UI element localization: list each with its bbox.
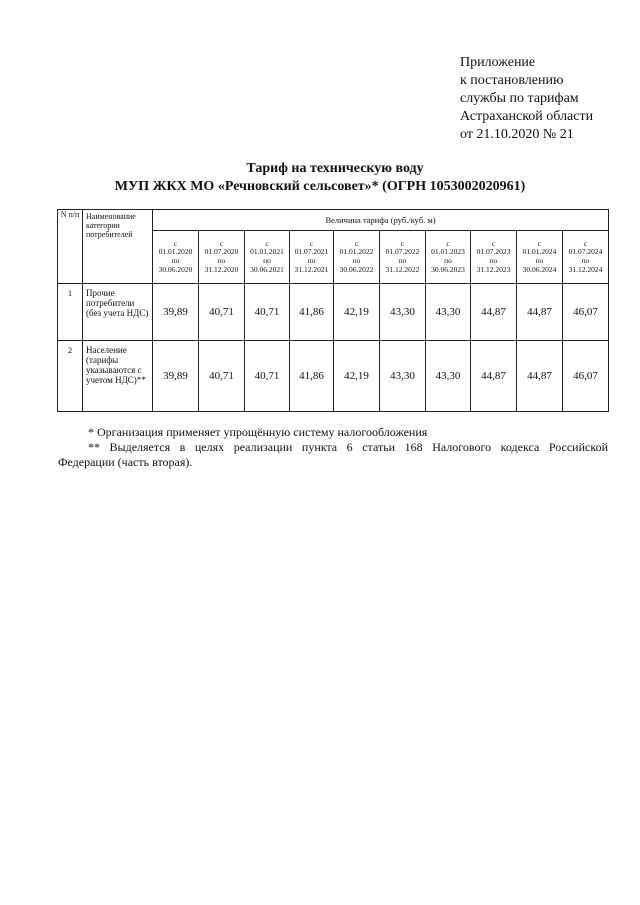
table-body <box>58 284 609 412</box>
tariff-value: 43,30 <box>380 284 426 341</box>
row-category: Население (тарифы указываются с учетом НДС)** <box>83 341 153 412</box>
attachment-line: от 21.10.2020 № 21 <box>460 127 574 142</box>
header-category: Наименование категории потребителей <box>83 210 153 284</box>
period-from: 01.01.2023 <box>431 247 465 257</box>
attachment-line: Приложение <box>460 55 536 70</box>
period-to: 30.06.2023 <box>431 264 465 274</box>
period-from: 01.01.2021 <box>250 247 284 257</box>
tariff-value: 46,07 <box>563 284 609 341</box>
period-header <box>334 231 380 284</box>
period-header <box>426 231 471 284</box>
period-to: 31.12.2024 <box>568 264 603 274</box>
tariff-value: 44,87 <box>471 284 517 341</box>
tariff-value: 40,71 <box>245 341 290 412</box>
period-to: 31.12.2022 <box>385 264 420 274</box>
period-po: по <box>263 256 271 265</box>
period-c: с <box>219 238 224 248</box>
tariff-value: 43,30 <box>380 341 426 412</box>
period-c: с <box>537 238 542 248</box>
period-c: с <box>400 238 405 248</box>
period-to: 31.12.2021 <box>294 264 329 274</box>
period-from: 01.07.2022 <box>385 247 420 257</box>
tariff-value: 39,89 <box>153 341 199 412</box>
period-po: по <box>352 256 361 265</box>
period-to: 30.06.2024 <box>522 264 557 274</box>
period-to: 30.06.2022 <box>339 264 374 274</box>
period-po: по <box>489 256 498 265</box>
period-c: с <box>173 238 178 248</box>
period-header <box>199 231 245 284</box>
period-c: с <box>491 238 496 248</box>
period-from: 01.01.2024 <box>522 247 557 257</box>
footnote-1: * Организация применяет упрощённую систему налогообложения <box>88 425 428 439</box>
period-from: 01.07.2020 <box>204 247 239 257</box>
table-row <box>58 341 609 412</box>
period-to: 30.06.2020 <box>158 264 193 274</box>
period-from: 01.01.2022 <box>339 247 374 257</box>
period-c: с <box>354 238 359 248</box>
document-title <box>0 160 640 196</box>
tariff-value: 43,30 <box>426 341 471 412</box>
attachment-line: службы по тарифам <box>460 91 579 106</box>
period-po: по <box>307 256 316 265</box>
tariff-value: 43,30 <box>426 284 471 341</box>
period-from: 01.07.2021 <box>294 247 329 257</box>
tariff-value: 44,87 <box>471 341 517 412</box>
period-header <box>153 231 199 284</box>
period-from: 01.07.2023 <box>476 247 511 257</box>
row-number: 1 <box>58 284 83 341</box>
period-po: по <box>444 256 452 265</box>
footnote-2-continued: Федерации (часть вторая). <box>58 455 193 469</box>
period-po: по <box>581 256 590 265</box>
tariff-value: 41,86 <box>290 284 334 341</box>
footnote-2: ** Выделяется в целях реализации пункта 6 статьи 168 Налогового кодекса Российской <box>88 440 608 454</box>
title-line-1: Тариф на техническую воду <box>246 161 424 176</box>
period-from: 01.01.2020 <box>158 247 193 257</box>
attachment-line: к постановлению <box>460 73 564 88</box>
period-header <box>290 231 334 284</box>
row-number: 2 <box>58 341 83 412</box>
period-to: 31.12.2020 <box>204 264 239 274</box>
period-from: 01.07.2024 <box>568 247 603 257</box>
period-po: по <box>217 256 226 265</box>
tariff-value: 46,07 <box>563 341 609 412</box>
period-to: 31.12.2023 <box>476 264 511 274</box>
row-category: Прочие потребители (без учета НДС) <box>83 284 153 341</box>
tariff-table <box>57 209 609 412</box>
period-po: по <box>535 256 544 265</box>
header-number: N п/п <box>58 210 83 284</box>
tariff-value: 41,86 <box>290 341 334 412</box>
period-header <box>563 231 609 284</box>
tariff-value: 39,89 <box>153 284 199 341</box>
tariff-value: 42,19 <box>334 284 380 341</box>
period-po: по <box>171 256 180 265</box>
period-c: с <box>583 238 588 248</box>
period-c: с <box>446 238 450 248</box>
tariff-value: 44,87 <box>517 341 563 412</box>
period-po: по <box>398 256 407 265</box>
table-row <box>58 284 609 341</box>
period-c: с <box>265 238 269 248</box>
attachment-line: Астраханской области <box>460 109 594 124</box>
tariff-value: 42,19 <box>334 341 380 412</box>
period-header <box>380 231 426 284</box>
tariff-value: 44,87 <box>517 284 563 341</box>
attachment-header <box>460 54 635 144</box>
period-to: 30.06.2021 <box>250 264 284 274</box>
footnotes <box>58 425 608 470</box>
period-header <box>245 231 290 284</box>
period-header <box>471 231 517 284</box>
header-tariff: Величина тарифа (руб./куб. м) <box>153 210 609 231</box>
tariff-value: 40,71 <box>199 284 245 341</box>
tariff-value: 40,71 <box>199 341 245 412</box>
title-line-2: МУП ЖКХ МО «Речновский сельсовет»* (ОГРН 1053002020961) <box>114 179 526 194</box>
period-header <box>517 231 563 284</box>
tariff-value: 40,71 <box>245 284 290 341</box>
period-c: с <box>309 238 314 248</box>
